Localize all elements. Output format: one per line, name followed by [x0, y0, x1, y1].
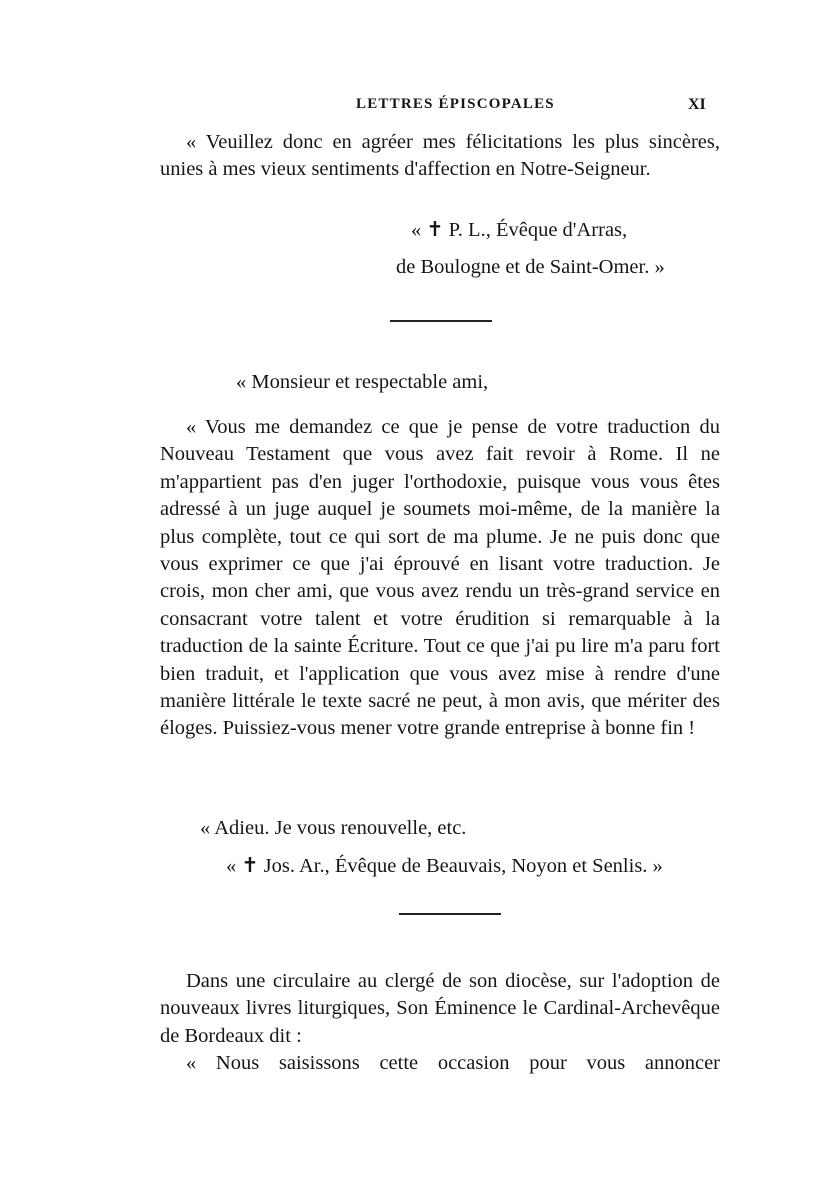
section-divider: [390, 320, 492, 322]
letter2-signature: « ✝ Jos. Ar., Évêque de Beauvais, Noyon et Senlis. »: [226, 855, 663, 877]
letter2-salutation: « Monsieur et respectable ami,: [236, 371, 489, 393]
letter2-body: « Vous me demandez ce que je pense de votre traduction du Nouveau Testament que vous avez fait revoir à Rome. Il ne m'appartient pas d'en juger l'orthodoxie, puisque vous vous êtes adressé à un juge auquel je soumets moi-même, de la manière la plus complète, tout ce qui sort de ma plume. Je ne puis donc que vous exprimer ce que j'ai éprouvé en lisant votre traduction. Je crois, mon cher ami, que vous avez rendu un très-grand service en consacrant votre talent et votre érudition si remarquable à la traduction de la sainte Écriture. Tout ce que j'ai pu lire m'a paru fort bien traduit, et l'application que vous avez mise à rendre d'une manière littérale le texte sacré ne peut, à mon avis, que mériter des éloges. Puissiez-vous mener votre grande entreprise à bonne fin !: [160, 416, 720, 740]
letter1-closing: « Veuillez donc en agréer mes félicitations les plus sincères, unies à mes vieux sentiments d'affection en Notre-Seigneur.: [160, 131, 720, 181]
letter1-closing-block: [160, 129, 720, 184]
section3-quote-start: « Nous saisissons cette occasion pour vous annoncer: [186, 1052, 720, 1075]
page-header: [0, 96, 840, 120]
letter2-body-block: [160, 414, 720, 743]
running-title: LETTRES ÉPISCOPALES: [356, 96, 555, 112]
section-divider: [399, 913, 501, 915]
letter1-signature-line2: de Boulogne et de Saint-Omer. »: [396, 256, 665, 278]
letter1-signature-line1: « ✝ P. L., Évêque d'Arras,: [411, 219, 628, 241]
page-number: XI: [688, 96, 706, 113]
letter2-farewell: « Adieu. Je vous renouvelle, etc.: [200, 817, 467, 839]
section3-intro: Dans une circulaire au clergé de son diocèse, sur l'adoption de nouveaux livres liturgiques, Son Éminence le Cardinal-Archevêque de Bordeaux dit :: [160, 970, 720, 1047]
section3-intro-block: [160, 968, 720, 1078]
